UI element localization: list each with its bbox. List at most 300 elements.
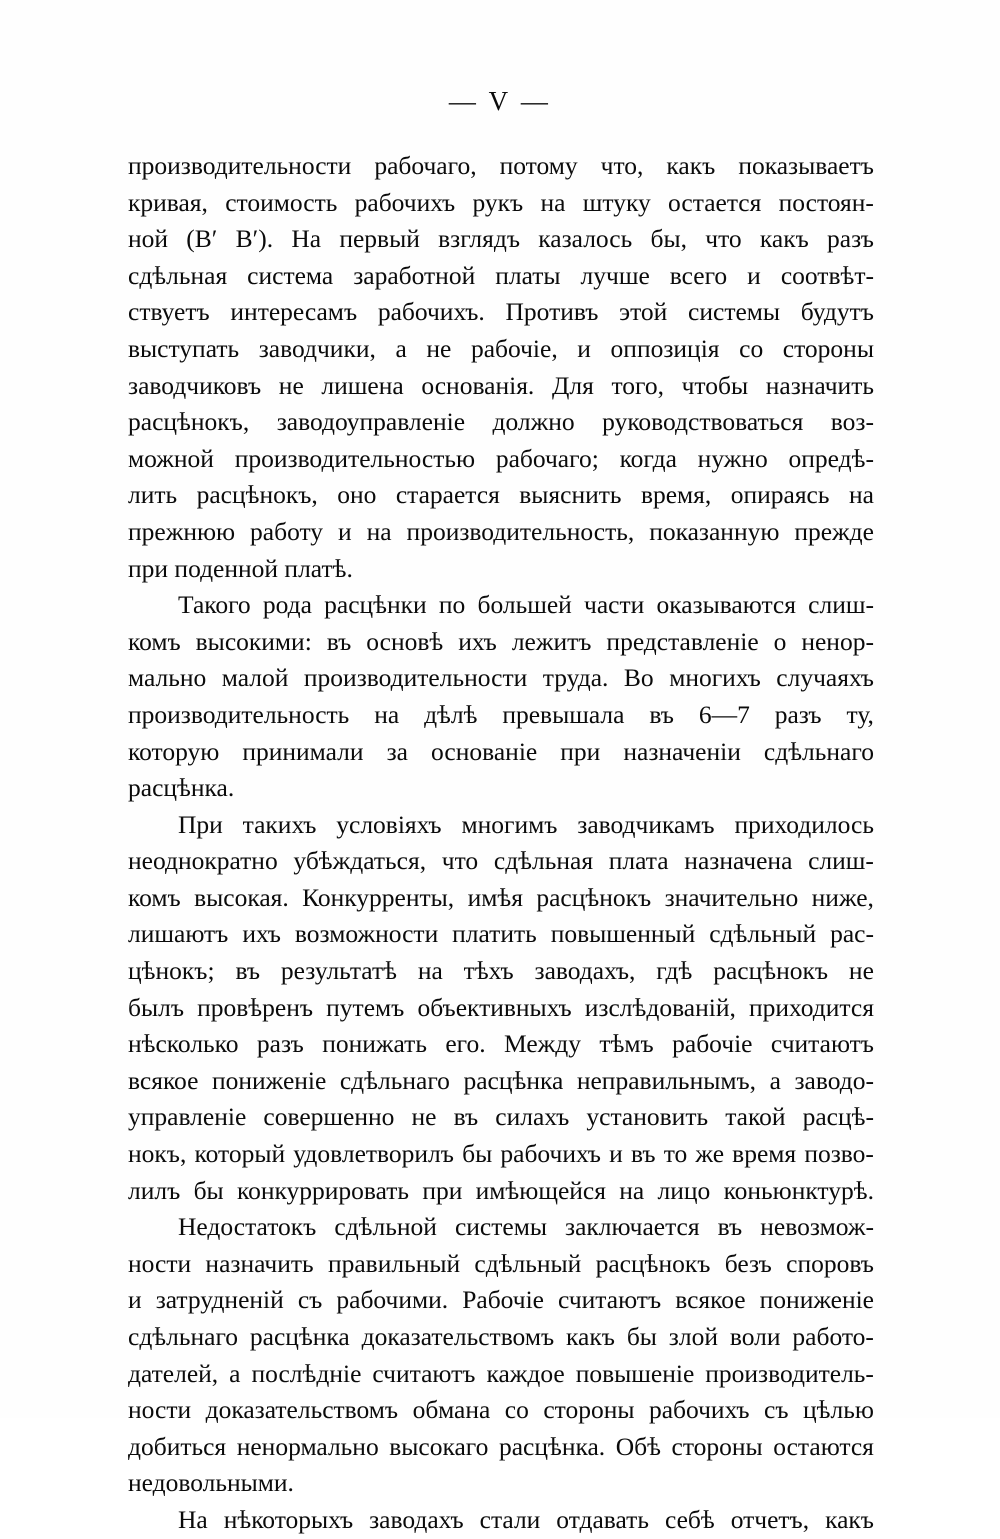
word: въ <box>649 699 674 729</box>
text-line <box>128 258 874 295</box>
text-line <box>128 953 874 990</box>
word: злой <box>668 1322 718 1351</box>
word: понижать <box>322 1029 427 1059</box>
word: высокаго <box>389 1431 489 1461</box>
word: прежде <box>794 516 874 546</box>
word: опредѣ- <box>788 443 874 473</box>
word: многимъ <box>461 809 558 839</box>
word: которую <box>128 736 220 766</box>
word: рабочіе, <box>470 333 558 363</box>
word: показываетъ <box>738 151 874 180</box>
word: рода <box>262 590 312 620</box>
word: въ <box>630 1139 656 1169</box>
word: сдѣльная <box>493 846 594 876</box>
text-line <box>128 221 874 258</box>
word: высокая. <box>194 882 289 912</box>
word: какъ <box>566 1322 615 1351</box>
word: безъ <box>724 1248 772 1278</box>
word: сдѣльной <box>334 1212 437 1242</box>
text-line: расцѣнка. <box>128 773 235 803</box>
text-line <box>128 294 874 331</box>
text-line <box>128 404 874 441</box>
word: позво- <box>804 1139 874 1169</box>
word: всякое <box>128 1065 199 1095</box>
word: о <box>773 626 787 656</box>
word: взглядъ <box>438 224 521 254</box>
word: за <box>386 736 408 766</box>
word: изслѣдованій, <box>584 992 736 1022</box>
word: основаніе <box>431 736 538 766</box>
word: убѣждаться, <box>293 846 427 876</box>
word: а <box>769 1065 781 1095</box>
word: споровъ <box>786 1248 874 1278</box>
text-line <box>128 916 874 953</box>
text-line <box>128 587 874 624</box>
text-line <box>128 880 874 917</box>
word: со <box>504 1395 529 1425</box>
word: и <box>609 1139 623 1169</box>
word: бы <box>462 1139 493 1169</box>
text-line: при поденной платѣ. <box>128 553 353 583</box>
word: какъ <box>666 151 716 180</box>
word: и <box>338 516 352 546</box>
text-line <box>128 624 874 661</box>
word: время, <box>640 480 712 510</box>
word: Такого <box>178 590 251 620</box>
word: комъ <box>128 882 181 912</box>
word: воз- <box>830 407 874 437</box>
text-line <box>128 1502 874 1539</box>
word: ненор- <box>801 626 874 656</box>
word: считаютъ <box>372 1358 476 1388</box>
word: Рабочіе <box>462 1285 544 1315</box>
word: руководствоваться <box>602 407 804 437</box>
word: не <box>411 1102 437 1132</box>
text-line <box>128 990 874 1027</box>
word: съ <box>297 1285 323 1315</box>
word: B′). <box>235 224 274 254</box>
word: въ <box>717 1212 743 1242</box>
text-line <box>128 1173 874 1210</box>
word: не <box>848 956 874 986</box>
word: лишена <box>321 370 404 400</box>
word: расцѣнокъ <box>713 956 829 986</box>
word: заводахъ <box>369 1504 464 1534</box>
word: когда <box>619 443 677 473</box>
word: лицо <box>657 1175 711 1205</box>
word: обмана <box>412 1395 491 1425</box>
word: расцѣнокъ, <box>128 407 250 437</box>
text-line <box>128 368 874 405</box>
word: сдѣльнаго <box>128 1322 239 1351</box>
word: имѣющейся <box>475 1175 606 1205</box>
word: ствуетъ <box>128 297 210 327</box>
word: пониженіе <box>211 1065 327 1095</box>
word: рабочаго, <box>374 151 477 180</box>
word: должно <box>492 407 575 437</box>
word: сдѣльная <box>128 260 228 290</box>
word: лилъ <box>128 1175 181 1205</box>
word: производитель- <box>705 1358 874 1388</box>
word: лишаютъ <box>128 919 229 949</box>
word: тѣмъ <box>599 1029 654 1059</box>
word: невозмож- <box>760 1212 874 1242</box>
word: мально <box>128 663 207 693</box>
word: не <box>278 370 304 400</box>
word: сдѣльнаго <box>763 736 874 766</box>
paragraph <box>128 807 874 1210</box>
word: производительности <box>303 663 528 693</box>
word: установить <box>586 1102 709 1132</box>
word: расцѣ- <box>802 1102 874 1132</box>
word: воли <box>729 1322 781 1351</box>
word: и <box>747 260 761 290</box>
word: добиться <box>128 1431 227 1461</box>
word: бы, <box>650 224 687 254</box>
word: время <box>732 1139 797 1169</box>
word: стали <box>479 1504 541 1534</box>
word: платы <box>495 260 561 290</box>
word: такихъ <box>242 809 317 839</box>
word: дателей, <box>128 1358 219 1388</box>
word: провѣренъ <box>197 992 314 1022</box>
word: по <box>438 590 466 620</box>
word: пониженіе <box>759 1285 874 1315</box>
word: считаютъ <box>770 1029 874 1059</box>
word: со <box>739 333 764 363</box>
word: сдѣльный <box>709 919 817 949</box>
word: высокими: <box>195 626 312 656</box>
word: первый <box>339 224 420 254</box>
text-line <box>128 1356 874 1393</box>
word: заводо- <box>794 1065 874 1095</box>
text-line <box>128 514 874 551</box>
word: того, <box>611 370 664 400</box>
word: неправильнымъ, <box>576 1065 757 1095</box>
word: себѣ <box>664 1504 715 1534</box>
page-folio: — V — <box>448 86 552 116</box>
word: дѣлѣ <box>424 699 478 729</box>
word: выяснить <box>519 480 622 510</box>
word: этой <box>619 297 668 327</box>
word: назначить <box>205 1248 314 1278</box>
word: остаются <box>773 1431 874 1461</box>
word: труда. <box>542 663 609 693</box>
word: каждое <box>486 1358 565 1388</box>
word: который <box>194 1139 286 1169</box>
word: расцѣнокъ, <box>196 480 318 510</box>
word: Противъ <box>505 297 599 327</box>
word: ности <box>128 1395 192 1425</box>
word: стоимость <box>225 187 338 217</box>
word: производительность, <box>406 516 635 546</box>
word: лучше <box>580 260 650 290</box>
word: на <box>374 699 400 729</box>
word: при <box>422 1175 463 1205</box>
word: нѣсколько <box>128 1029 239 1059</box>
word: въ <box>453 1102 479 1132</box>
word: назначена <box>684 846 793 876</box>
word: нѣкоторыхъ <box>223 1504 354 1534</box>
word: затрудненій <box>155 1285 284 1315</box>
text-line <box>128 1209 874 1246</box>
word: (B′ <box>186 224 218 254</box>
word: управленіе <box>128 1102 247 1132</box>
paragraph <box>128 587 874 807</box>
text-line <box>128 148 874 185</box>
word: бы <box>626 1322 657 1351</box>
word: ной <box>128 224 169 254</box>
word: превышала <box>502 699 625 729</box>
word: слиш- <box>808 590 874 620</box>
word: штуку <box>582 187 651 217</box>
word: ту, <box>846 699 874 729</box>
word: при <box>560 736 601 766</box>
word: на <box>417 956 443 986</box>
word: отчетъ, <box>730 1504 810 1534</box>
word: рабочихъ <box>500 1139 601 1169</box>
word: то <box>663 1139 688 1169</box>
word: нужно <box>697 443 768 473</box>
word: какъ <box>825 1504 874 1534</box>
word: показанную <box>649 516 780 546</box>
word: остается <box>668 187 762 217</box>
word: на <box>366 516 392 546</box>
word: на <box>540 187 566 217</box>
word: результатѣ <box>280 956 397 986</box>
word: рабочихъ. <box>377 297 485 327</box>
word: сдѣльнаго <box>339 1065 450 1095</box>
word: рабочихъ <box>648 1395 750 1425</box>
word: нокъ, <box>128 1139 187 1169</box>
word: же <box>695 1139 725 1169</box>
word: всего <box>669 260 728 290</box>
word: лежитъ <box>511 626 592 656</box>
word: платить <box>452 919 537 949</box>
word: заводчики, <box>258 333 376 363</box>
word: рабочими. <box>336 1285 449 1315</box>
word: рукъ <box>472 187 524 217</box>
word: какъ <box>759 224 809 254</box>
word: гдѣ <box>656 956 693 986</box>
word: рабочіе <box>672 1029 753 1059</box>
text-line <box>128 1429 874 1466</box>
word: работу <box>250 516 324 546</box>
word: правильный <box>327 1248 461 1278</box>
paragraph <box>128 148 874 587</box>
word: большей <box>477 590 572 620</box>
word: работо- <box>792 1322 874 1351</box>
word: интересамъ <box>230 297 358 327</box>
word: не <box>426 333 452 363</box>
text-line <box>128 441 874 478</box>
word: чтобы <box>681 370 749 400</box>
word: расцѣнокъ <box>595 1248 711 1278</box>
word: ности <box>128 1248 192 1278</box>
word: считаютъ <box>558 1285 662 1315</box>
word: разъ <box>256 1029 304 1059</box>
text-line: недовольными. <box>128 1468 294 1498</box>
word: назначеніи <box>623 736 741 766</box>
word: отдавать <box>556 1504 649 1534</box>
word: и <box>128 1285 142 1315</box>
word: доказательствомъ <box>205 1395 399 1425</box>
word: а <box>229 1358 241 1388</box>
word: назначить <box>765 370 874 400</box>
word: Конкурренты, <box>302 882 455 912</box>
text-line <box>128 477 874 514</box>
word: система <box>247 260 334 290</box>
word: расцѣнка <box>463 1065 564 1095</box>
word: комъ <box>128 626 181 656</box>
word: съ <box>764 1395 789 1425</box>
word: заключается <box>565 1212 700 1242</box>
word: будутъ <box>800 297 874 327</box>
word: можной <box>128 443 214 473</box>
word: ихъ <box>458 626 497 656</box>
paragraph <box>128 1502 874 1539</box>
word: основанія. <box>421 370 535 400</box>
word: приходится <box>748 992 874 1022</box>
word: на <box>848 480 874 510</box>
text-line <box>128 1136 874 1173</box>
word: основѣ <box>366 626 444 656</box>
word: прежнюю <box>128 516 236 546</box>
word: производительности <box>128 151 352 180</box>
word: тѣхъ <box>463 956 514 986</box>
word: заводахъ, <box>534 956 636 986</box>
word: расцѣнка <box>249 1322 350 1351</box>
word: приходилось <box>734 809 874 839</box>
word: потому <box>499 151 578 180</box>
word: старается <box>395 480 500 510</box>
word: путемъ <box>326 992 405 1022</box>
word: постоян- <box>778 187 874 217</box>
text-line <box>128 843 874 880</box>
word: рас- <box>830 919 874 949</box>
word: рабочихъ <box>354 187 456 217</box>
text-line <box>128 1026 874 1063</box>
word: его. <box>445 1029 486 1059</box>
word: расцѣнки <box>324 590 427 620</box>
word: рабочаго; <box>495 443 599 473</box>
text-line <box>128 185 874 222</box>
word: оно <box>337 480 377 510</box>
word: системы <box>688 297 781 327</box>
word: Обѣ <box>615 1431 661 1461</box>
word: послѣдніе <box>251 1358 362 1388</box>
word: стороны <box>782 333 874 363</box>
word: что, <box>600 151 644 180</box>
word: разъ <box>827 224 874 254</box>
word: ниже, <box>811 882 874 912</box>
word: оппозиція <box>610 333 720 363</box>
word: ненормально <box>236 1431 379 1461</box>
word: удовлетворилъ <box>293 1139 454 1169</box>
word: казалось <box>538 224 633 254</box>
text-line <box>128 660 874 697</box>
word: системы <box>454 1212 547 1242</box>
word: заработной <box>353 260 476 290</box>
word: лить <box>128 480 178 510</box>
word: силахъ <box>495 1102 570 1132</box>
word: малой <box>221 663 289 693</box>
word: а <box>395 333 407 363</box>
word: что <box>705 224 742 254</box>
word: ихъ <box>242 919 281 949</box>
word: имѣя <box>467 882 523 912</box>
word: заводчиковъ <box>128 370 262 400</box>
word: неоднократно <box>128 846 278 876</box>
word: заводоуправленіе <box>276 407 466 437</box>
word: кривая, <box>128 187 208 217</box>
word: на <box>619 1175 645 1205</box>
word: принимали <box>242 736 364 766</box>
word: Для <box>551 370 594 400</box>
word: плата <box>608 846 669 876</box>
word: такой <box>725 1102 786 1132</box>
word: опираясь <box>730 480 830 510</box>
word: выступать <box>128 333 240 363</box>
word: расцѣнка. <box>498 1431 606 1461</box>
text-line <box>128 1063 874 1100</box>
word: значительно <box>664 882 799 912</box>
text-line <box>128 807 874 844</box>
word: всякое <box>675 1285 746 1315</box>
word: и <box>577 333 591 363</box>
word: цѣлью <box>803 1395 874 1425</box>
word: Во <box>623 663 654 693</box>
word: расцѣнокъ <box>536 882 652 912</box>
text-line <box>128 1319 874 1356</box>
text-line <box>128 734 874 771</box>
word: части <box>584 590 645 620</box>
word: коньюнктурѣ. <box>723 1175 874 1205</box>
word: въ <box>326 626 352 656</box>
word: производительностью <box>234 443 476 473</box>
word: многихъ <box>669 663 761 693</box>
text-line <box>128 1282 874 1319</box>
word: стороны <box>671 1431 763 1461</box>
word: слиш- <box>808 846 874 876</box>
word: Недостатокъ <box>178 1212 317 1242</box>
word: возможности <box>294 919 439 949</box>
word: въ <box>235 956 261 986</box>
word: При <box>178 809 223 839</box>
word: сдѣльный <box>474 1248 582 1278</box>
word: былъ <box>128 992 185 1022</box>
word: объективныхъ <box>417 992 572 1022</box>
word: соотвѣт- <box>780 260 874 290</box>
word: заводчикамъ <box>577 809 715 839</box>
word: цѣнокъ; <box>128 956 215 986</box>
word: повышенный <box>550 919 696 949</box>
word: оказываются <box>656 590 796 620</box>
word: представленіе <box>606 626 759 656</box>
word: условіяхъ <box>336 809 442 839</box>
body-text-block <box>128 148 874 1539</box>
word: случаяхъ <box>776 663 874 693</box>
word: стороны <box>543 1395 635 1425</box>
word: бы <box>193 1175 224 1205</box>
paragraph <box>128 1209 874 1502</box>
text-line <box>128 1392 874 1429</box>
text-line <box>128 1099 874 1136</box>
word: конкуррировать <box>236 1175 410 1205</box>
word: повышеніе <box>575 1358 695 1388</box>
word: что <box>441 846 479 876</box>
word: На <box>178 1504 208 1534</box>
